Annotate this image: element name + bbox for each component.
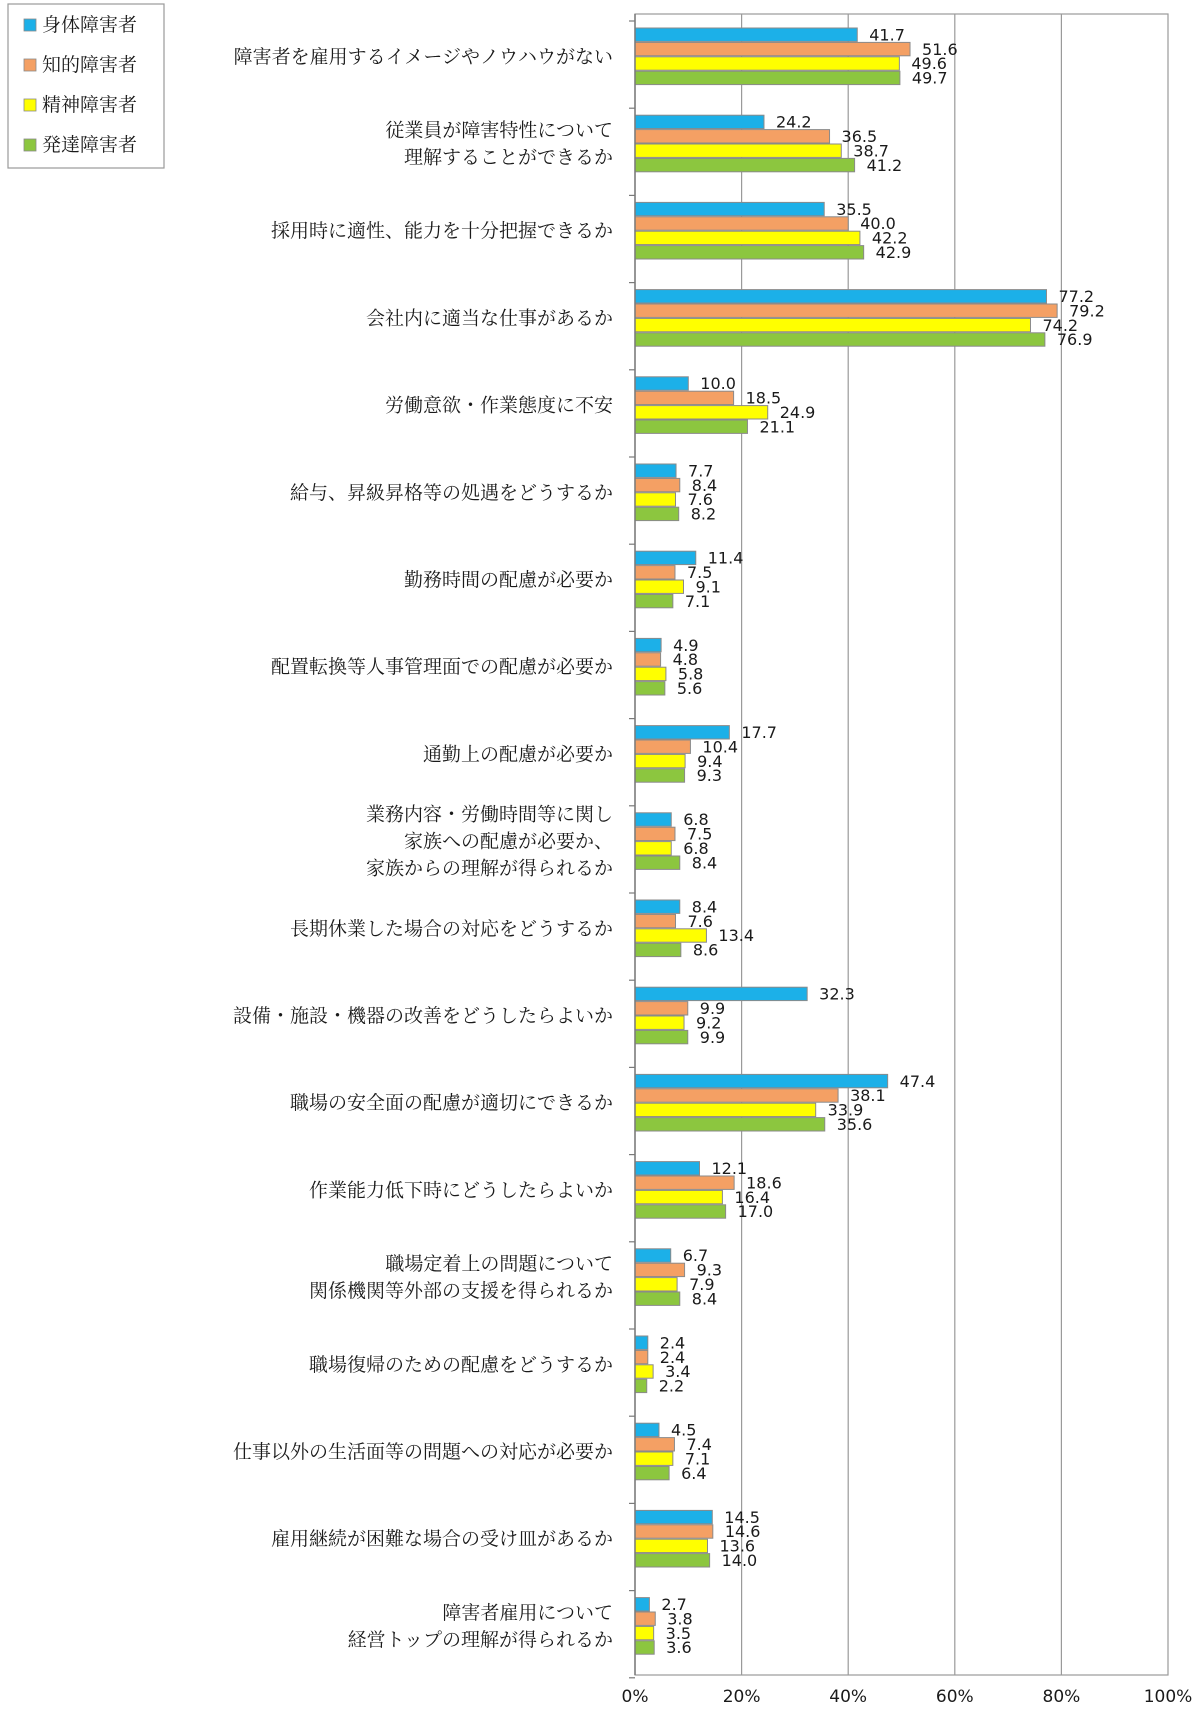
bar-4 bbox=[635, 1292, 680, 1305]
bar-1 bbox=[635, 900, 680, 913]
category-label: 設備・施設・機器の改善をどうしたらよいか bbox=[232, 1005, 613, 1027]
data-label: 3.5 bbox=[665, 1623, 692, 1643]
data-label: 49.6 bbox=[911, 54, 947, 74]
bar-4 bbox=[635, 1030, 688, 1043]
category-label: 職場の安全面の配慮が適切にできるか bbox=[289, 1092, 613, 1115]
bar-2 bbox=[635, 217, 848, 230]
gridlines bbox=[635, 14, 1168, 1675]
data-label: 51.6 bbox=[922, 39, 958, 59]
bar-1 bbox=[635, 290, 1046, 303]
bar-3 bbox=[635, 580, 684, 593]
x-tick-label: 80% bbox=[1042, 1687, 1081, 1707]
data-label: 32.3 bbox=[819, 984, 855, 1004]
data-label: 7.9 bbox=[689, 1275, 715, 1294]
bar-3 bbox=[635, 1452, 673, 1465]
category-label: 配置転換等人事管理面での配慮が必要か bbox=[270, 656, 613, 679]
data-label: 9.1 bbox=[695, 577, 721, 597]
data-label: 9.3 bbox=[696, 766, 723, 786]
data-label: 76.9 bbox=[1056, 330, 1093, 350]
bar-1 bbox=[635, 464, 676, 477]
data-label: 7.5 bbox=[686, 824, 713, 844]
bar-1 bbox=[635, 638, 661, 651]
bar-2 bbox=[635, 566, 675, 579]
data-label: 10.4 bbox=[702, 737, 739, 757]
bar-2 bbox=[635, 130, 830, 143]
data-label: 24.9 bbox=[779, 403, 816, 422]
data-label: 8.6 bbox=[692, 940, 719, 960]
bar-2 bbox=[635, 1263, 685, 1276]
data-label: 3.4 bbox=[665, 1362, 691, 1382]
data-label: 8.4 bbox=[691, 853, 718, 873]
data-label: 24.2 bbox=[775, 112, 812, 132]
data-label: 79.2 bbox=[1069, 301, 1105, 321]
bar-4 bbox=[635, 1641, 654, 1654]
bar-2 bbox=[635, 1350, 648, 1363]
data-label: 17.7 bbox=[741, 723, 777, 742]
value-labels bbox=[659, 25, 1105, 1657]
data-label: 9.9 bbox=[699, 1027, 726, 1047]
category-label: 障害者雇用について経営トップの理解が得られるか bbox=[347, 1601, 613, 1651]
data-label: 7.6 bbox=[687, 490, 713, 510]
category-label: 職場定着上の問題について関係機関等外部の支援を得られるか bbox=[308, 1253, 613, 1303]
data-label: 2.4 bbox=[659, 1347, 686, 1367]
data-label: 8.4 bbox=[691, 897, 718, 917]
bar-1 bbox=[635, 28, 857, 41]
data-label: 7.4 bbox=[686, 1435, 712, 1454]
legend-entry: 知的障害者 bbox=[42, 54, 138, 76]
data-label: 9.4 bbox=[697, 751, 723, 771]
data-label: 8.4 bbox=[691, 475, 718, 495]
data-label: 13.6 bbox=[719, 1536, 756, 1556]
data-label: 18.6 bbox=[746, 1173, 782, 1193]
bar-3 bbox=[635, 406, 768, 419]
x-tick-label: 20% bbox=[722, 1687, 761, 1707]
data-label: 2.2 bbox=[658, 1376, 685, 1396]
category-labels bbox=[233, 46, 613, 1651]
data-label: 40.0 bbox=[860, 214, 896, 234]
category-label: 採用時に適性、能力を十分把握できるか bbox=[270, 220, 613, 243]
legend-swatch bbox=[24, 59, 36, 71]
data-label: 21.1 bbox=[759, 417, 796, 437]
bar-3 bbox=[635, 1190, 722, 1203]
bar-3 bbox=[635, 1278, 677, 1291]
category-label: 職場復帰のための配慮をどうするか bbox=[308, 1353, 613, 1376]
bar-3 bbox=[635, 1626, 654, 1639]
bar-3 bbox=[635, 1539, 707, 1552]
bar-4 bbox=[635, 71, 900, 84]
data-label: 12.1 bbox=[711, 1159, 748, 1178]
data-label: 18.5 bbox=[745, 388, 782, 408]
data-label: 6.4 bbox=[681, 1463, 707, 1483]
data-label: 9.2 bbox=[696, 1013, 722, 1033]
data-label: 6.8 bbox=[683, 810, 709, 830]
bar-1 bbox=[635, 202, 824, 215]
bar-2 bbox=[635, 304, 1057, 317]
bar-2 bbox=[635, 1612, 655, 1625]
bar-4 bbox=[635, 1205, 726, 1218]
bar-1 bbox=[635, 1423, 659, 1436]
category-label: 勤務時間の配慮が必要か bbox=[403, 569, 613, 591]
data-label: 2.7 bbox=[661, 1595, 687, 1614]
data-label: 9.9 bbox=[699, 999, 726, 1018]
data-label: 35.6 bbox=[836, 1115, 873, 1134]
bar-2 bbox=[635, 478, 680, 491]
bar-1 bbox=[635, 1336, 648, 1349]
bar-1 bbox=[635, 115, 764, 128]
bar-3 bbox=[635, 57, 899, 70]
bar-3 bbox=[635, 493, 676, 506]
x-tick-label: 60% bbox=[935, 1687, 974, 1707]
bar-4 bbox=[635, 333, 1045, 346]
bar-2 bbox=[635, 391, 734, 404]
data-label: 16.4 bbox=[734, 1187, 771, 1207]
legend bbox=[8, 4, 164, 168]
bar-3 bbox=[635, 842, 671, 855]
data-label: 8.4 bbox=[691, 1289, 718, 1309]
data-label: 8.2 bbox=[690, 504, 717, 524]
category-label: 長期休業した場合の対応をどうするか bbox=[289, 917, 613, 940]
bar-3 bbox=[635, 754, 685, 767]
legend-entry: 発達障害者 bbox=[42, 134, 138, 156]
bar-3 bbox=[635, 667, 666, 680]
bar-2 bbox=[635, 1089, 838, 1102]
bar-4 bbox=[635, 507, 679, 520]
bar-2 bbox=[635, 1525, 713, 1538]
category-label: 通勤上の配慮が必要か bbox=[422, 743, 613, 766]
data-label: 38.1 bbox=[850, 1086, 886, 1106]
data-label: 74.2 bbox=[1042, 315, 1079, 335]
bar-3 bbox=[635, 1365, 653, 1378]
bar-3 bbox=[635, 1103, 816, 1116]
bar-2 bbox=[635, 42, 910, 55]
bar-4 bbox=[635, 856, 680, 869]
category-label: 雇用継続が困難な場合の受け皿があるか bbox=[270, 1528, 613, 1551]
bar-4 bbox=[635, 1466, 669, 1479]
bar-1 bbox=[635, 813, 671, 826]
data-label: 42.2 bbox=[871, 228, 908, 248]
bar-4 bbox=[635, 246, 864, 259]
data-label: 33.9 bbox=[827, 1100, 864, 1120]
bar-3 bbox=[635, 1016, 684, 1029]
bar-1 bbox=[635, 1162, 699, 1175]
data-label: 14.5 bbox=[724, 1507, 760, 1527]
bar-1 bbox=[635, 1598, 649, 1611]
data-label: 47.4 bbox=[899, 1071, 936, 1091]
data-label: 5.6 bbox=[676, 679, 703, 698]
legend-swatch bbox=[24, 99, 36, 111]
category-label: 会社内に適当な仕事があるか bbox=[365, 307, 613, 330]
bar-4 bbox=[635, 594, 673, 607]
data-label: 41.2 bbox=[866, 155, 903, 175]
data-label: 7.1 bbox=[684, 591, 711, 611]
category-label: 従業員が障害特性について理解することができるか bbox=[385, 119, 613, 169]
bar-2 bbox=[635, 1176, 734, 1189]
category-label: 仕事以外の生活面等の問題への対応が必要か bbox=[232, 1441, 613, 1463]
x-tick-label: 100% bbox=[1143, 1687, 1193, 1707]
bar-4 bbox=[635, 1118, 825, 1131]
bar-4 bbox=[635, 1554, 710, 1567]
bar-2 bbox=[635, 1438, 674, 1451]
legend-swatch bbox=[24, 19, 36, 31]
bar-4 bbox=[635, 420, 747, 433]
bar-4 bbox=[635, 943, 681, 956]
category-label: 作業能力低下時にどうしたらよいか bbox=[308, 1179, 613, 1202]
category-label: 障害者を雇用するイメージやノウハウがない bbox=[233, 45, 613, 68]
bar-1 bbox=[635, 1249, 671, 1262]
data-label: 3.6 bbox=[666, 1638, 692, 1658]
data-label: 11.4 bbox=[707, 548, 744, 568]
bar-2 bbox=[635, 914, 676, 927]
data-label: 17.0 bbox=[737, 1202, 774, 1222]
bar-4 bbox=[635, 1379, 647, 1392]
data-label: 38.7 bbox=[853, 141, 889, 161]
data-label: 10.0 bbox=[700, 374, 736, 394]
x-tick-label: 0% bbox=[621, 1687, 649, 1707]
data-label: 4.5 bbox=[670, 1420, 697, 1440]
data-label: 7.7 bbox=[688, 461, 714, 481]
data-label: 7.5 bbox=[686, 563, 713, 582]
data-label: 6.7 bbox=[682, 1246, 709, 1266]
data-label: 6.8 bbox=[683, 839, 709, 858]
bar-3 bbox=[635, 231, 860, 244]
bar-2 bbox=[635, 740, 690, 753]
data-label: 49.7 bbox=[911, 68, 948, 88]
data-label: 7.1 bbox=[684, 1449, 711, 1469]
x-tick-label: 40% bbox=[829, 1687, 868, 1707]
bar-3 bbox=[635, 318, 1030, 331]
category-label: 業務内容・労働時間等に関し家族への配慮が必要か、家族からの理解が得られるか bbox=[365, 803, 613, 880]
data-label: 4.9 bbox=[673, 635, 699, 655]
data-label: 9.3 bbox=[696, 1260, 723, 1280]
bar-4 bbox=[635, 769, 685, 782]
data-label: 14.0 bbox=[721, 1551, 758, 1570]
data-label: 36.5 bbox=[841, 127, 878, 146]
bar-2 bbox=[635, 653, 661, 666]
data-label: 41.7 bbox=[869, 25, 905, 45]
bar-4 bbox=[635, 158, 855, 171]
data-label: 2.4 bbox=[659, 1333, 686, 1353]
data-label: 77.2 bbox=[1058, 287, 1095, 306]
category-label: 労働意欲・作業態度に不安 bbox=[384, 394, 613, 417]
bar-1 bbox=[635, 1510, 712, 1523]
plot-frame bbox=[635, 14, 1168, 1675]
data-label: 14.6 bbox=[724, 1522, 761, 1542]
data-label: 3.8 bbox=[667, 1609, 693, 1629]
legend-entry: 精神障害者 bbox=[42, 94, 138, 116]
data-label: 13.4 bbox=[718, 926, 755, 946]
data-label: 4.8 bbox=[672, 650, 699, 670]
data-label: 7.6 bbox=[687, 911, 713, 931]
bar-2 bbox=[635, 1002, 688, 1015]
data-label: 35.5 bbox=[836, 199, 872, 219]
bar-4 bbox=[635, 682, 665, 695]
legend-entry: 身体障害者 bbox=[42, 14, 138, 36]
bar-3 bbox=[635, 144, 841, 157]
bar-1 bbox=[635, 377, 688, 390]
legend-swatch bbox=[24, 139, 36, 151]
data-label: 42.9 bbox=[875, 243, 912, 262]
bar-2 bbox=[635, 827, 675, 840]
data-label: 5.8 bbox=[677, 664, 704, 684]
category-label: 給与、昇級昇格等の処遇をどうするか bbox=[289, 481, 613, 504]
